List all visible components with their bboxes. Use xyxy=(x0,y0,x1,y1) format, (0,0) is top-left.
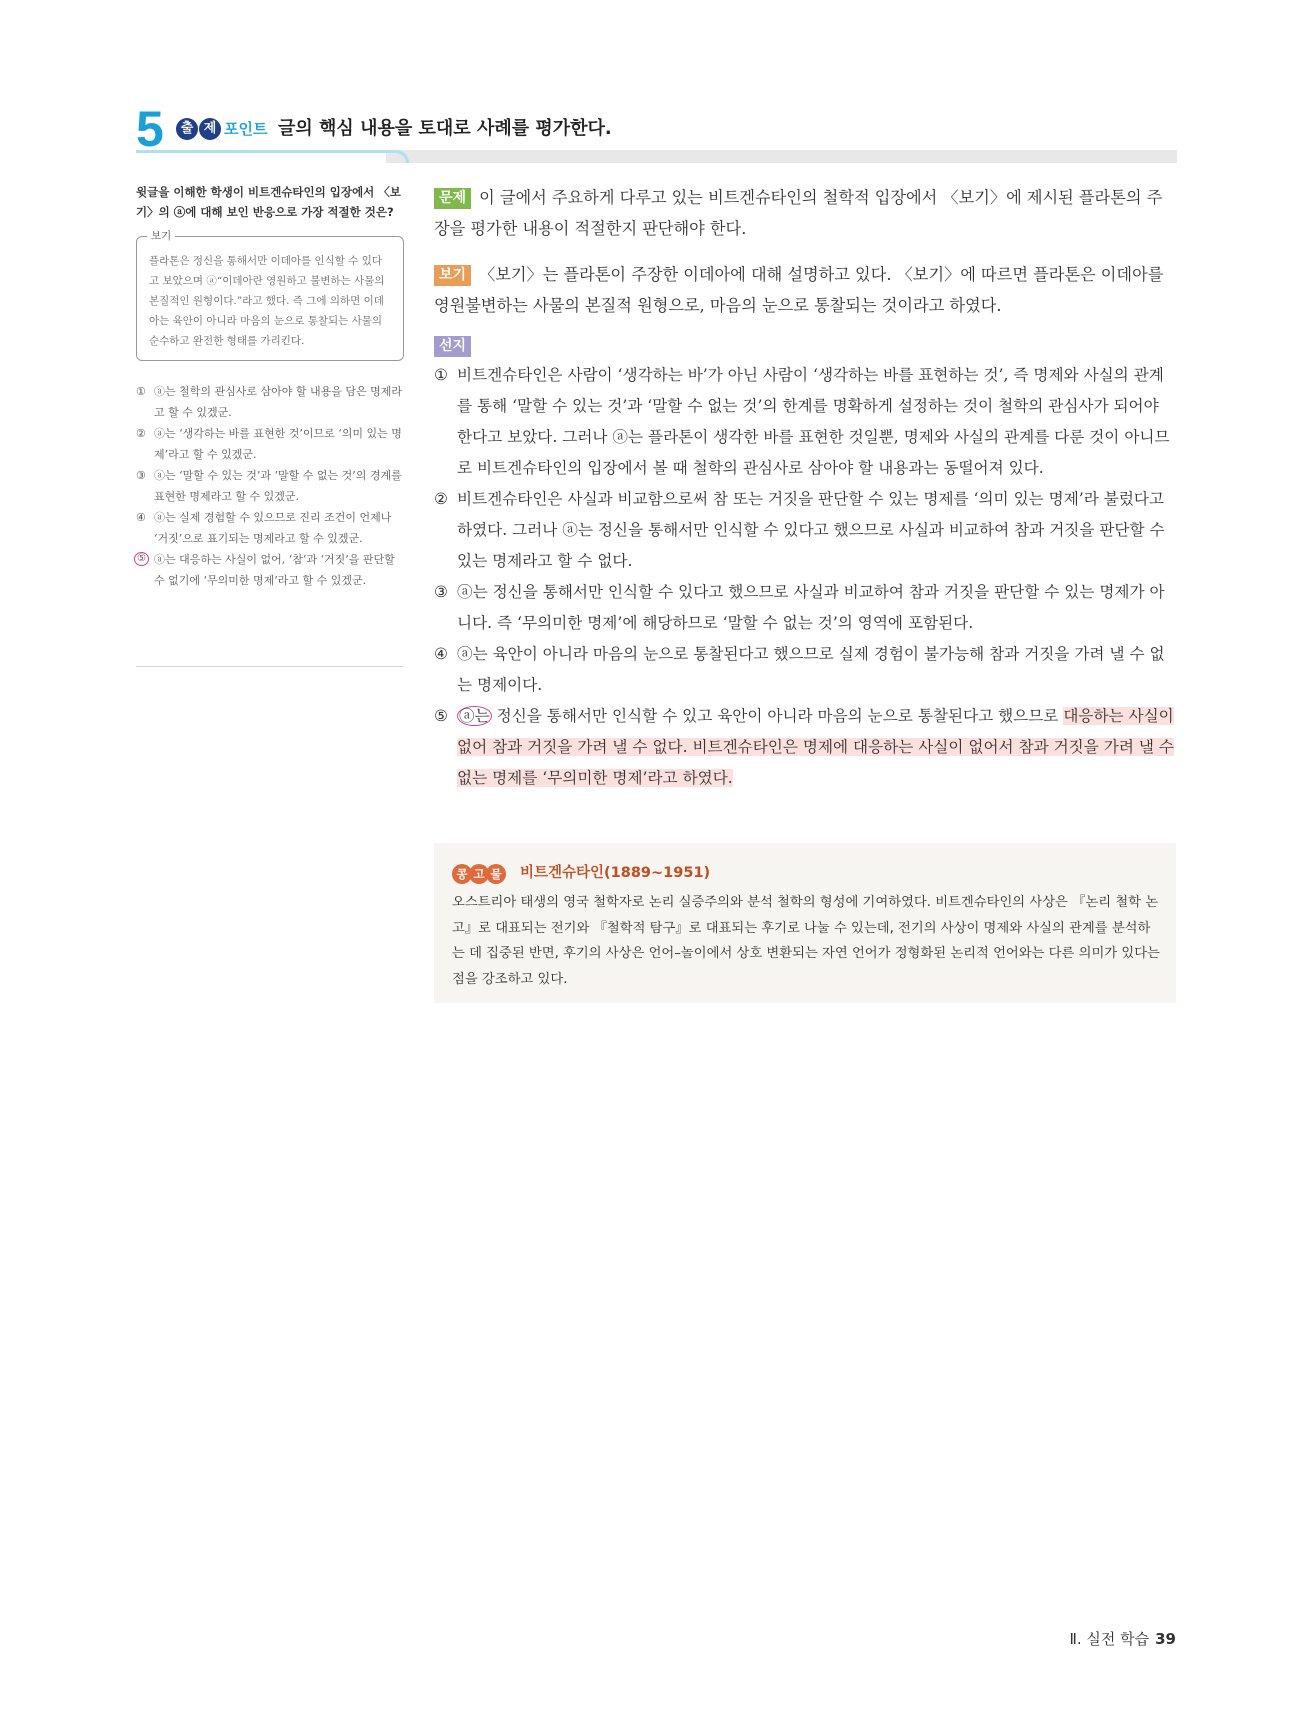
header-rule xyxy=(386,150,1177,163)
info-badge xyxy=(452,863,503,884)
option-text: ⓐ는 대응하는 사실이 없어, ‘참’과 ‘거짓’을 판단할 수 없기에 ‘무의미한 명제’라고 할 수 있겠군. xyxy=(154,553,395,587)
page-number: 39 xyxy=(1155,1630,1176,1648)
column-divider xyxy=(136,666,404,667)
bogi-text: 플라톤은 정신을 통해서만 이데아를 인식할 수 있다고 보았으며 ⓐ“이데아란 영원하고 불변하는 사물의 본질적인 원형이다.”라고 했다. 즉 그에 의하면 이데아는 육안이 아니라 마음의 눈으로 통찰되는 사물의 순수하고 완전한 형태를 가리킨다. xyxy=(149,255,385,347)
info-box xyxy=(434,843,1176,1003)
info-badge-char: 물 xyxy=(486,864,506,884)
bogi-label: 보기 xyxy=(147,229,175,243)
seonji-section xyxy=(434,336,1176,794)
option-text: ⓐ는 철학의 관심사로 삼아야 할 내용을 담은 명제라고 할 수 있겠군. xyxy=(154,385,402,419)
option-number: ④ xyxy=(434,645,448,663)
answer-option-correct[interactable] xyxy=(136,549,404,591)
option-explanation-correct xyxy=(434,701,1176,794)
option-explanation-text: ⓐ는 육안이 아니라 마음의 눈으로 통찰된다고 했으므로 실제 경험이 불가능해 참과 거짓을 가려 낼 수 없는 명제이다. xyxy=(457,645,1165,694)
option-number: ③ xyxy=(136,469,146,482)
info-badge-char: 고 xyxy=(469,864,489,884)
point-label: 포인트 xyxy=(224,120,268,138)
answer-options xyxy=(136,381,404,591)
info-text: 오스트리아 태생의 영국 철학자로 논리 실증주의와 분석 철학의 형성에 기여하였다. 비트겐슈타인의 사상은 『논리 철학 논고』로 대표되는 전기와 『철학적 탐구』로 대표되는 후기로 나눌 수 있는데, 전기의 사상이 명제와 사실의 관계를 분석하는 데 집중된 반면, 후기의 사상은 언어–놀이에서 상호 변환되는 자연 언어가 정형화된 논리적 언어와는 다른 의미가 있다는 점을 강조하고 있다. xyxy=(452,895,1160,987)
question-number: 5 xyxy=(136,101,164,157)
bogi-box xyxy=(136,230,404,361)
option-explanations xyxy=(434,360,1176,794)
option-number: ④ xyxy=(136,511,146,524)
option-text: ⓐ는 ‘말할 수 있는 것’과 ‘말할 수 없는 것’의 경계를 표현한 명제라고 할 수 있겠군. xyxy=(154,469,402,503)
bogi-explain-label: 보기 xyxy=(434,265,471,286)
explanation-column xyxy=(434,182,1176,794)
header-accent-rule xyxy=(136,150,409,163)
option-number: ① xyxy=(434,366,448,384)
exam-badge-char-1: 출 xyxy=(176,118,198,140)
exam-badge-char-2: 제 xyxy=(199,118,221,140)
option-explanation xyxy=(434,577,1176,639)
option-number: ③ xyxy=(434,583,448,601)
munje-label: 문제 xyxy=(434,188,471,209)
question-stem: 윗글을 이해한 학생이 비트겐슈타인의 입장에서 〈보기〉의 ⓐ에 대해 보인 반응으로 가장 적절한 것은? xyxy=(136,185,401,219)
answer-option[interactable] xyxy=(136,507,404,549)
highlighted-text: 대응하는 사실이 없어 참과 거짓을 가려 낼 수 없다. 비트겐슈타인은 명제에 대응하는 사실이 없어서 참과 거짓을 가려 낼 수 없는 명제를 ‘무의미한 명제’라고 하였다. xyxy=(457,707,1174,787)
answer-option[interactable] xyxy=(136,423,404,465)
seonji-label: 선지 xyxy=(434,336,471,357)
answer-option[interactable] xyxy=(136,465,404,507)
option-explanation-text: ⓐ는 정신을 통해서만 인식할 수 있다고 했으므로 사실과 비교하여 참과 거짓을 판단할 수 있는 명제가 아니다. 즉 ‘무의미한 명제’에 해당하므로 ‘말할 수 없는 것’의 영역에 포함된다. xyxy=(457,583,1165,632)
info-title: 비트겐슈타인(1889~1951) xyxy=(520,865,711,881)
option-text: ⓐ는 ‘생각하는 바를 표현한 것’이므로 ‘의미 있는 명제’라고 할 수 있겠군. xyxy=(154,427,402,461)
question-header xyxy=(136,101,1176,160)
circled-reference: ⓐ는 xyxy=(459,707,490,725)
bogi-section xyxy=(434,259,1176,321)
option-number: ② xyxy=(136,427,146,440)
question-column xyxy=(136,182,404,591)
option-number: ① xyxy=(136,385,146,398)
munje-text: 이 글에서 주요하게 다루고 있는 비트겐슈타인의 철학적 입장에서 〈보기〉에 제시된 플라톤의 주장을 평가한 내용이 적절한지 판단해야 한다. xyxy=(434,188,1163,238)
answer-option[interactable] xyxy=(136,381,404,423)
option-number: ⑤ xyxy=(434,707,448,725)
option-explanation xyxy=(434,360,1176,484)
header-title: 글의 핵심 내용을 토대로 사례를 평가한다. xyxy=(278,118,612,139)
bogi-explain-text: 〈보기〉는 플라톤이 주장한 이데아에 대해 설명하고 있다. 〈보기〉에 따르면 플라톤은 이데아를 영원불변하는 사물의 본질적 원형으로, 마음의 눈으로 통찰되는 것이라고 하였다. xyxy=(434,265,1164,315)
footer-section: Ⅱ. 실전 학습 xyxy=(1069,1630,1150,1648)
munje-section xyxy=(434,182,1176,244)
info-badge-char: 콩 xyxy=(452,864,472,884)
page-footer xyxy=(1069,1628,1176,1650)
option-explanation xyxy=(434,639,1176,701)
option-text: ⓐ는 실제 경험할 수 있으므로 진리 조건이 언제나 ‘거짓’으로 표기되는 명제라고 할 수 있겠군. xyxy=(154,511,392,545)
correct-answer-mark: ⑤ xyxy=(134,552,149,566)
option-explanation-text: 비트겐슈타인은 사실과 비교함으로써 참 또는 거짓을 판단할 수 있는 명제를 ‘의미 있는 명제’라 불렀다고 하였다. 그러나 ⓐ는 정신을 통해서만 인식할 수 있다고 했으므로 사실과 비교하여 참과 거짓을 판단할 수 있는 명제라고 할 수 없다. xyxy=(457,490,1165,570)
option-explanation xyxy=(434,484,1176,577)
option-explanation-text: 비트겐슈타인은 사람이 ‘생각하는 바’가 아닌 사람이 ‘생각하는 바를 표현하는 것’, 즉 명제와 사실의 관계를 통해 ‘말할 수 있는 것’과 ‘말할 수 없는 것’의 한계를 명확하게 설정하는 것이 철학의 관심사가 되어야 한다고 보았다. 그러나 ⓐ는 플라톤이 생각한 바를 표현한 것일뿐, 명제와 사실의 관계를 다룬 것이 아니므로 비트겐슈타인의 입장에서 볼 때 철학의 관심사로 삼아야 할 내용과는 동떨어져 있다. xyxy=(457,366,1170,477)
option-number: ② xyxy=(434,490,448,508)
option-explanation-text: 정신을 통해서만 인식할 수 있고 육안이 아니라 마음의 눈으로 통찰된다고 했으므로 xyxy=(491,707,1064,725)
